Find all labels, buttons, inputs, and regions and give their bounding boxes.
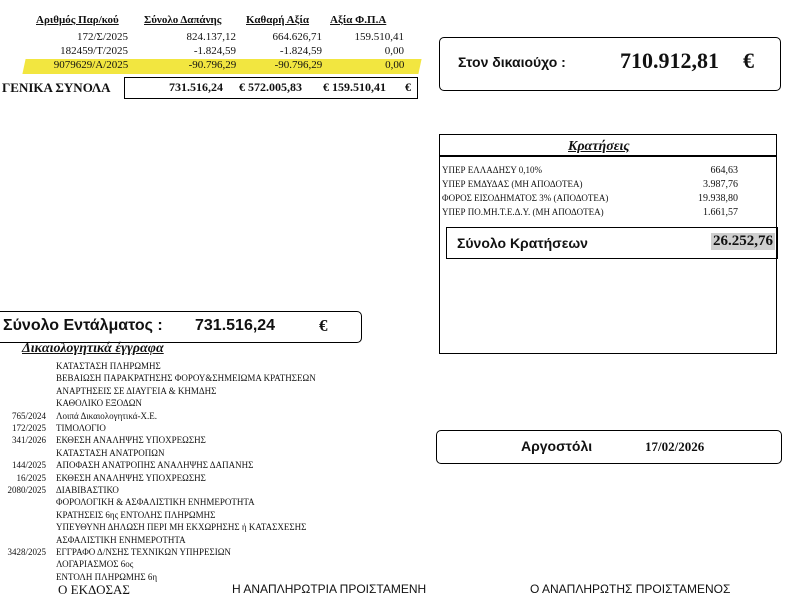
document-title: Λοιπά Δικαιολογητικά-Χ.Ε. [56, 410, 158, 421]
grand-total-net: € 572.005,83 [239, 80, 302, 94]
document-reference: 3428/2025 [7, 547, 46, 557]
document-title: ΑΝΑΡΤΗΣΕΙΣ ΣΕ ΔΙΑΥΓΕΙΑ & ΚΗΜΔΗΣ [56, 385, 217, 396]
issue-date: 17/02/2026 [645, 439, 705, 454]
table-row-highlighted [22, 59, 421, 74]
acting-head-male-signature-label: Ο ΑΝΑΠΛΗΡΩΤΗΣ ΠΡΟΙΣΤΑΜΕΝΟΣ [530, 582, 731, 596]
acting-head-female-signature-label: Η ΑΝΑΠΛΗΡΩΤΡΙΑ ΠΡΟΙΣΤΑΜΕΝΗ [232, 582, 427, 596]
document-item [0, 460, 430, 473]
payee-amount: 710.912,81 [620, 48, 719, 73]
document-title: ΥΠΕΥΘΥΝΗ ΔΗΛΩΣΗ ΠΕΡΙ ΜΗ ΕΚΧΩΡΗΣΗΣ ή ΚΑΤΑΣΧΕΣΗΣ [56, 522, 307, 533]
issuer-signature-label: Ο ΕΚΔΟΣΑΣ [58, 582, 131, 597]
document-item [0, 373, 430, 386]
mandate-total-amount: 731.516,24 [195, 317, 276, 334]
header-total-expense: Σύνολο Δαπάνης [144, 14, 222, 26]
document-title: ΔΙΑΒΙΒΑΣΤΙΚΟ [56, 485, 119, 495]
grand-total-expense: 731.516,24 [169, 80, 223, 94]
total-expense: 824.137,12 [186, 31, 236, 43]
withholdings-total-label: Σύνολο Κρατήσεων [457, 235, 588, 251]
document-title: ΕΚΘΕΣΗ ΑΝΑΛΗΨΗΣ ΥΠΟΧΡΕΩΣΗΣ [56, 472, 206, 483]
document-item [0, 423, 430, 436]
invoice-number: 172/Σ/2025 [76, 31, 128, 43]
document-item [0, 485, 430, 498]
header-net-value: Καθαρή Αξία [246, 14, 310, 26]
document-title: ΕΝΤΟΛΗ ΠΛΗΡΩΜΗΣ 6η [56, 571, 158, 582]
document-title: ΚΑΘΟΛΙΚΟ ΕΞΟΔΩΝ [56, 398, 142, 409]
vat-value: 0,00 [384, 45, 404, 57]
document-title: ΚΡΑΤΗΣΕΙΣ 6ης ΕΝΤΟΛΗΣ ΠΛΗΡΩΜΗΣ [56, 509, 216, 520]
invoice-number: 182459/Τ/2025 [60, 45, 128, 57]
document-item [0, 361, 430, 374]
invoice-number: 9079629/Α/2025 [53, 59, 129, 71]
header-invoice-number: Αριθμός Παρ/κού [36, 14, 119, 26]
document-reference: 2080/2025 [7, 485, 46, 495]
document-item [0, 547, 430, 560]
withholding-label: ΦΟΡΟΣ ΕΙΣΟΔΗΜΑΤΟΣ 3% (ΑΠΟΔΟΤΕΑ) [442, 193, 609, 203]
net-value: -1.824,59 [279, 45, 322, 57]
document-reference: 765/2024 [11, 410, 46, 421]
document-reference: 341/2026 [11, 435, 46, 446]
withholding-item [440, 165, 770, 179]
document-title: ΚΑΤΑΣΤΑΣΗ ΠΛΗΡΩΜΗΣ [56, 361, 161, 371]
mandate-total-label: Σύνολο Εντάλματος : [3, 317, 163, 334]
withholding-item [440, 207, 770, 221]
document-item [0, 497, 430, 510]
withholding-item [440, 193, 770, 207]
withholdings-divider [440, 155, 776, 157]
withholding-label: ΥΠΕΡ ΠΟ.ΜΗ.Τ.Ε.Δ.Υ. (ΜΗ ΑΠΟΔΟΤΕΑ) [442, 207, 604, 217]
mandate-total-box [0, 311, 362, 343]
place-name: Αργοστόλι [521, 438, 593, 454]
supporting-documents-title: Δικαιολογητικά έγγραφα [22, 341, 164, 356]
document-reference: 144/2025 [11, 460, 46, 471]
withholdings-total-box [446, 227, 778, 259]
document-item [0, 398, 430, 411]
withholding-item [440, 179, 770, 193]
document-title: ΦΟΡΟΛΟΓΙΚΗ & ΑΣΦΑΛΙΣΤΙΚΗ ΕΝΗΜΕΡΟΤΗΤΑ [56, 497, 255, 508]
withholding-label: ΥΠΕΡ ΕΛΛΑΔΗΣΥ 0,10% [442, 165, 542, 175]
document-title: ΚΑΤΑΣΤΑΣΗ ΑΝΑΤΡΟΠΩΝ [56, 447, 165, 458]
document-title: ΑΠΟΦΑΣΗ ΑΝΑΤΡΟΠΗΣ ΑΝΑΛΗΨΗΣ ΔΑΠΑΝΗΣ [56, 460, 254, 471]
table-row [0, 45, 420, 59]
grand-total-vat: € 159.510,41 [323, 80, 386, 94]
document-item [0, 386, 430, 399]
withholding-value: 1.661,57 [703, 207, 738, 218]
total-expense: -1.824,59 [193, 45, 236, 57]
withholding-value: 3.987,76 [703, 179, 738, 190]
withholding-value: 664,63 [710, 165, 738, 176]
total-expense: -90.796,29 [188, 59, 237, 71]
withholdings-total-value: 26.252,76 [713, 233, 773, 249]
document-title: ΤΙΜΟΛΟΓΙΟ [56, 423, 106, 433]
table-row [0, 31, 420, 45]
header-vat-value: Αξία Φ.Π.Α [330, 14, 387, 26]
document-reference: 16/2025 [16, 472, 46, 483]
mandate-total-currency: € [319, 316, 328, 335]
grand-totals-label: ΓΕΝΙΚΑ ΣΥΝΟΛΑ [2, 80, 111, 95]
withholdings-title: Κρατήσεις [568, 139, 630, 154]
document-item [0, 510, 430, 523]
payee-box [439, 37, 781, 91]
withholding-label: ΥΠΕΡ ΕΜΔΥΔΑΣ (ΜΗ ΑΠΟΔΟΤΕΑ) [442, 179, 583, 189]
withholdings-box [439, 134, 777, 354]
document-title: ΛΟΓΑΡΙΑΣΜΟΣ 6ος [56, 559, 134, 570]
payee-label: Στον δικαιούχο : [458, 54, 566, 70]
place-date-box [436, 430, 782, 464]
vat-value: 159.510,41 [354, 31, 404, 43]
document-title: ΕΓΓΡΑΦΟ Δ/ΝΣΗΣ ΤΕΧΝΙΚΩΝ ΥΠΗΡΕΣΙΩΝ [56, 547, 231, 557]
net-value: -90.796,29 [274, 59, 323, 71]
vat-value: 0,00 [385, 59, 405, 71]
grand-total-currency: € [405, 80, 411, 94]
document-item [0, 435, 430, 448]
payee-currency: € [743, 48, 754, 73]
document-item [0, 559, 430, 572]
document-item [0, 473, 430, 486]
document-title: ΑΣΦΑΛΙΣΤΙΚΗ ΕΝΗΜΕΡΟΤΗΤΑ [56, 534, 186, 545]
net-value: 664.626,71 [272, 31, 322, 43]
document-reference: 172/2025 [11, 423, 46, 433]
document-item [0, 522, 430, 535]
document-item [0, 535, 430, 548]
document-item [0, 411, 430, 424]
withholding-value: 19.938,80 [698, 193, 738, 204]
document-item [0, 448, 430, 461]
grand-totals-box [124, 77, 418, 99]
document-title: ΕΚΘΕΣΗ ΑΝΑΛΗΨΗΣ ΥΠΟΧΡΕΩΣΗΣ [56, 435, 206, 446]
document-title: ΒΕΒΑΙΩΣΗ ΠΑΡΑΚΡΑΤΗΣΗΣ ΦΟΡΟΥ&ΣΗΜΕΙΩΜΑ ΚΡΑΤΗΣΕΩΝ [56, 373, 316, 384]
